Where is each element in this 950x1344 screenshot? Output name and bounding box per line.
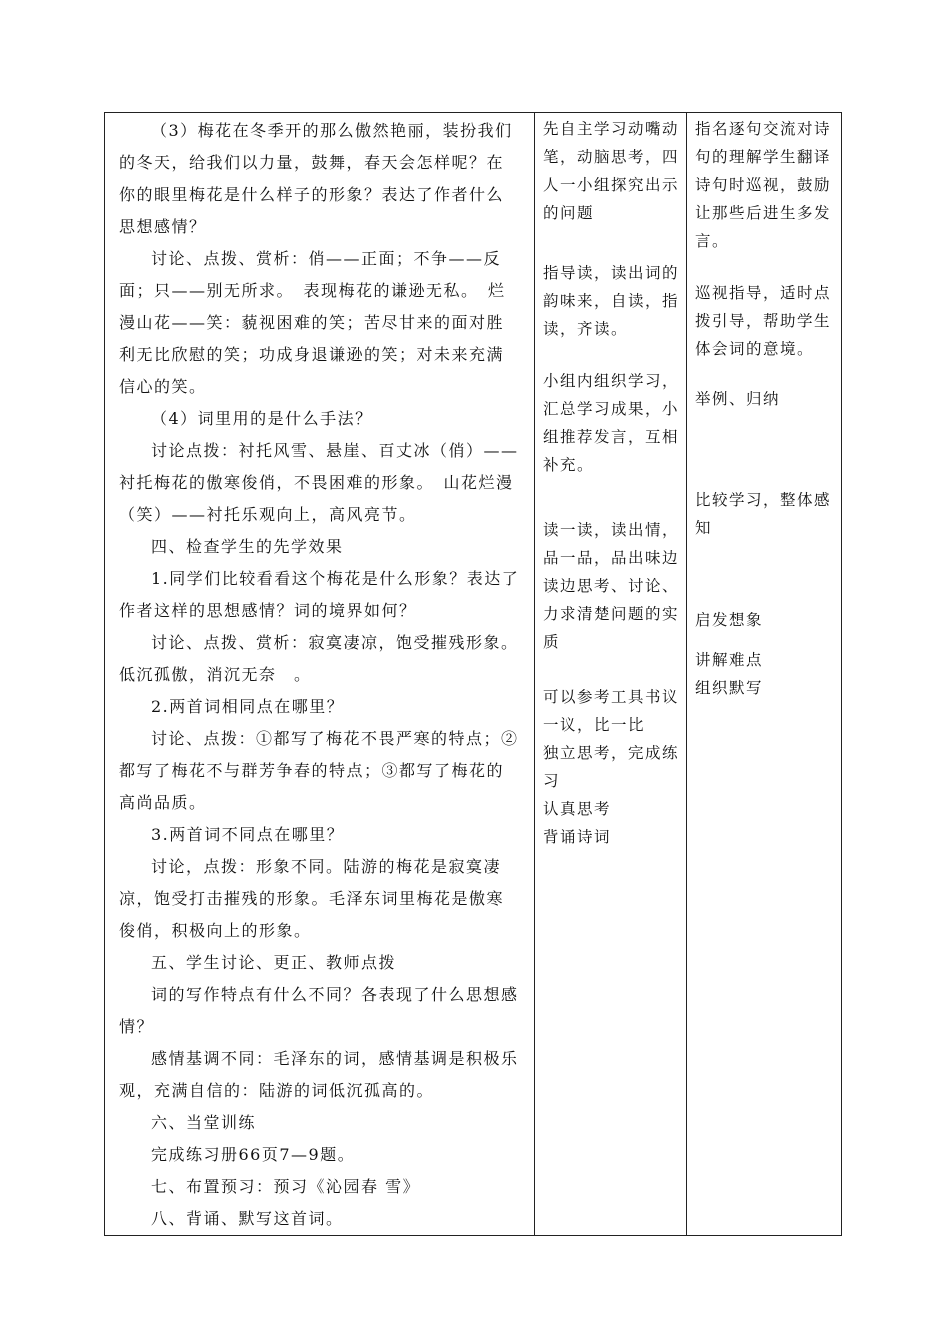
teacher-activity-text: 组织默写 bbox=[695, 679, 764, 697]
paragraph: 讨论、点拨：①都写了梅花不畏严寒的特点；②都写了梅花不与群芳争春的特点；③都写了梅花的高尚品质。 bbox=[119, 729, 519, 812]
paragraph: 感情基调不同：毛泽东的词，感情基调是积极乐观，充满自信的：陆游的词低沉孤高的。 bbox=[119, 1049, 519, 1100]
paragraph: 1.同学们比较看看这个梅花是什么形象？表达了作者这样的思想感情？词的境界如何？ bbox=[119, 569, 520, 620]
paragraph: 词的写作特点有什么不同？各表现了什么思想感情？ bbox=[119, 985, 519, 1036]
student-activity-text: 小组内组织学习，汇总学习成果，小组推荐发言，互相补充。 bbox=[543, 372, 680, 474]
section-heading: 八、背诵、默写这首词。 bbox=[151, 1209, 344, 1228]
teacher-activity-text: 启发想象 bbox=[695, 611, 764, 629]
student-activity-text: 先自主学习动嘴动笔，动脑思考，四人一小组探究出示的问题 bbox=[543, 120, 680, 222]
paragraph: 完成练习册66页7—9题。 bbox=[151, 1145, 356, 1164]
teacher-activity-text: 指名逐句交流对诗句的理解学生翻译诗句时巡视，鼓励让那些后进生多发言。 bbox=[695, 120, 832, 250]
teacher-activity-text: 比较学习，整体感知 bbox=[695, 491, 832, 537]
teacher-activity-text: 举例、归纳 bbox=[695, 390, 781, 408]
student-activity-text: 可以参考工具书议一议，比一比 bbox=[543, 688, 680, 734]
section-heading: 四、检查学生的先学效果 bbox=[151, 537, 344, 556]
paragraph: （3）梅花在冬季开的那么傲然艳丽，装扮我们的冬天，给我们以力量，鼓舞，春天会怎样呢？在你的眼里梅花是什么样子的形象？表达了作者什么思想感情？ bbox=[119, 121, 513, 236]
section-heading: 六、当堂训练 bbox=[151, 1113, 257, 1132]
student-activity-text: 读一读，读出情，品一品，品出味边读边思考、讨论、力求清楚问题的实质 bbox=[543, 521, 680, 651]
paragraph: 3.两首词不同点在哪里？ bbox=[151, 825, 345, 844]
student-activity-text: 独立思考，完成练习 bbox=[543, 744, 680, 790]
teacher-activity-cell bbox=[687, 113, 842, 1236]
lesson-plan-table bbox=[104, 112, 842, 1236]
teacher-activity-text: 巡视指导，适时点拨引导，帮助学生体会词的意境。 bbox=[695, 284, 832, 358]
paragraph: 2.两首词相同点在哪里？ bbox=[151, 697, 345, 716]
paragraph: 讨论，点拨：形象不同。陆游的梅花是寂寞凄凉，饱受打击摧残的形象。毛泽东词里梅花是傲寒俊俏，积极向上的形象。 bbox=[119, 857, 505, 940]
paragraph: （4）词里用的是什么手法？ bbox=[151, 409, 373, 428]
teaching-content-cell bbox=[105, 113, 535, 1236]
table-row bbox=[105, 113, 842, 1236]
section-heading: 七、布置预习：预习《沁园春 雪》 bbox=[151, 1177, 421, 1196]
section-heading: 五、学生讨论、更正、教师点拨 bbox=[151, 953, 397, 972]
paragraph: 讨论点拨：衬托风雪、悬崖、百丈冰（俏）——衬托梅花的傲寒俊俏，不畏困难的形象。 山花烂漫（笑）——衬托乐观向上，高风亮节。 bbox=[119, 441, 519, 524]
teacher-activity-text: 讲解难点 bbox=[695, 651, 764, 669]
student-activity-cell bbox=[535, 113, 687, 1236]
student-activity-text: 背诵诗词 bbox=[543, 828, 612, 846]
student-activity-text: 认真思考 bbox=[543, 800, 612, 818]
paragraph: 讨论、点拨、赏析：寂寞凄凉，饱受摧残形象。低沉孤傲，消沉无奈 。 bbox=[119, 633, 519, 684]
student-activity-text: 指导读，读出词的韵味来，自读，指读，齐读。 bbox=[543, 264, 680, 338]
paragraph: 讨论、点拨、赏析：俏——正面；不争——反面；只——别无所求。 表现梅花的谦逊无私。 烂漫山花——笑：藐视困难的笑；苦尽甘来的面对胜利无比欣慰的笑；功成身退谦逊的笑；对未来充满信心的笑。 bbox=[119, 249, 506, 396]
